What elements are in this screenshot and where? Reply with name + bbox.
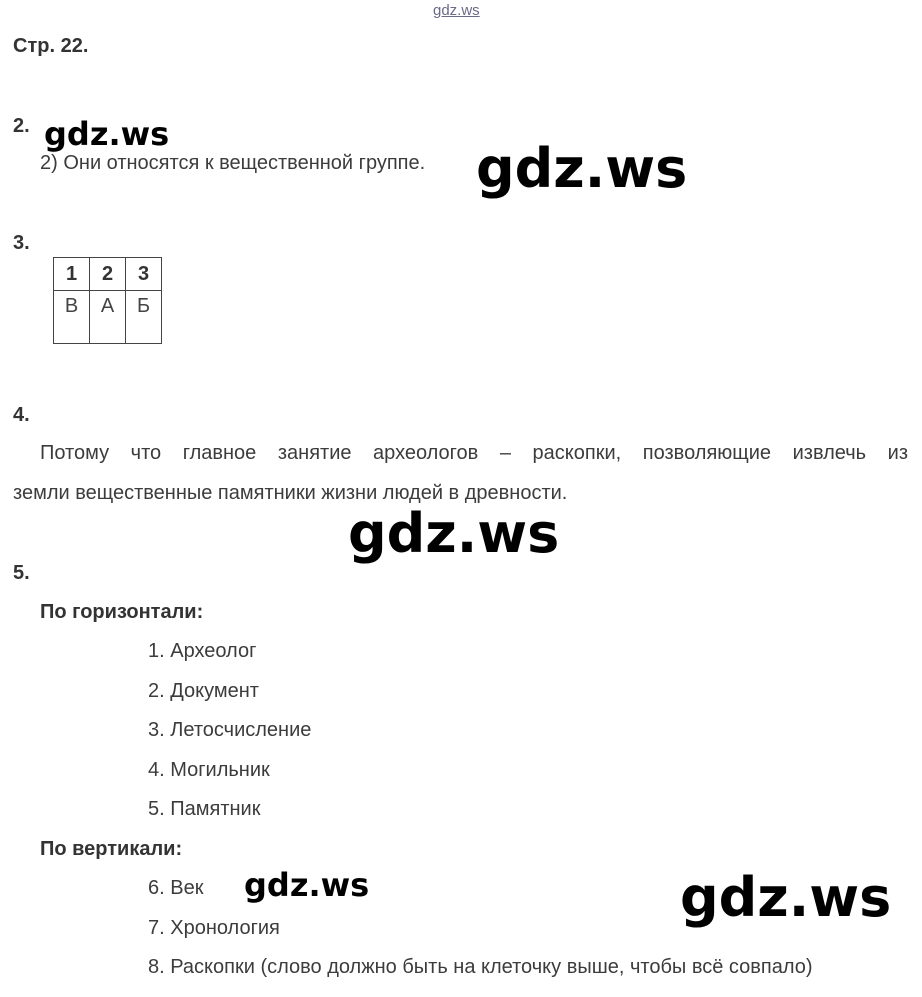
question-3-number: 3. <box>13 232 30 254</box>
table-cell: Б <box>126 291 162 344</box>
page-title: Стр. 22. <box>13 35 89 57</box>
list-item: 7. Хронология <box>148 917 280 939</box>
table-header-cell: 2 <box>90 258 126 291</box>
question-2-number: 2. <box>13 115 30 137</box>
watermark-text: gdz.ws <box>44 115 170 153</box>
table-header-cell: 3 <box>126 258 162 291</box>
question-4-number: 4. <box>13 404 30 426</box>
table-row <box>54 291 162 344</box>
list-item: 8. Раскопки (слово должно быть на клеточку выше, чтобы всё совпало) <box>148 956 813 978</box>
question-5-number: 5. <box>13 562 30 584</box>
question-4-answer-line-2: земли вещественные памятники жизни людей в древности. <box>13 482 568 504</box>
list-item: 3. Летосчисление <box>148 719 312 741</box>
list-item: 1. Археолог <box>148 640 257 662</box>
list-item: 4. Могильник <box>148 759 270 781</box>
vertical-heading: По вертикали: <box>40 838 183 860</box>
table-cell: А <box>90 291 126 344</box>
watermark-text: gdz.ws <box>348 502 560 565</box>
table-header-cell: 1 <box>54 258 90 291</box>
table-cell: В <box>54 291 90 344</box>
watermark-text: gdz.ws <box>244 866 370 904</box>
question-4-answer-line-1: Потому что главное занятие археологов – раскопки, позволяющие извлечь из <box>40 442 908 464</box>
question-2-answer: 2) Они относятся к вещественной группе. <box>40 152 426 174</box>
list-item: 2. Документ <box>148 680 259 702</box>
table-header-row <box>54 258 162 291</box>
watermark-text: gdz.ws <box>476 137 688 200</box>
question-3-answer-table <box>53 257 162 344</box>
top-watermark-link[interactable]: gdz.ws <box>433 2 480 19</box>
horizontal-heading: По горизонтали: <box>40 601 204 623</box>
list-item: 6. Век <box>148 877 204 899</box>
watermark-text: gdz.ws <box>680 866 892 929</box>
list-item: 5. Памятник <box>148 798 261 820</box>
